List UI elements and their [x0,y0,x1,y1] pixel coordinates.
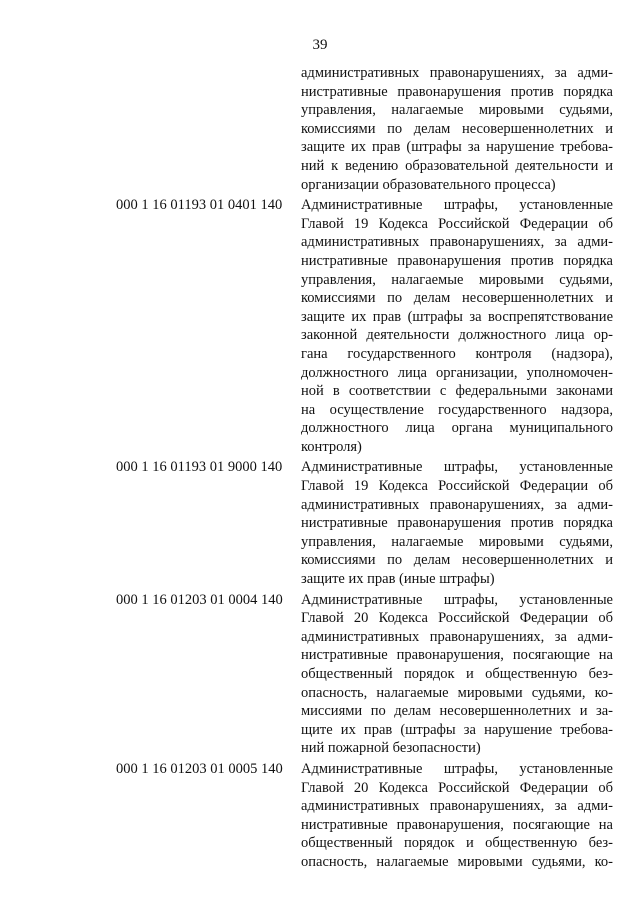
description-line: управления, налагаемые мировыми судьями, [301,533,613,550]
description-line: законной деятельности должностного лица ор- [301,327,613,344]
description-line: опасность, налагаемые мировыми судьями, ко- [301,684,613,701]
description-line: должностного лица органа муниципального [301,420,613,437]
description-line: ной в соответствии с федеральными законами [301,383,613,400]
entry-row [0,760,640,872]
description-line: общественный порядок и общественную без- [301,666,613,682]
description-line: административных правонарушениях, за адми- [301,234,613,251]
description-line: гана государственного контроля (надзора), [301,345,613,362]
description-line: Административные штрафы, установленные [301,197,613,214]
entry-row [0,458,640,588]
description-line: миссиями по делам несовершеннолетних и за- [301,703,613,720]
description-line: нистративные правонарушения, посягающие на [301,816,613,833]
entry-row [0,64,640,194]
description-line: Главой 20 Кодекса Российской Федерации об [301,610,613,627]
description-line: на осуществление государственного надзора, [301,401,613,418]
description-line: опасность, налагаемые мировыми судьями, ко- [301,853,613,870]
description-line: нистративные правонарушения против порядка [301,83,613,100]
description-line: ний пожарной безопасности) [301,740,481,757]
entries-list [0,64,640,874]
entry-description [301,196,613,456]
description-line: ний к ведению образовательной деятельности и [301,157,613,174]
entry-description [301,458,613,588]
description-line: контроля) [301,438,362,455]
description-line: комиссиями по делам несовершеннолетних и [301,552,613,569]
description-line: административных правонарушениях, за адми- [301,496,613,513]
description-line: защите их прав (штрафы за нарушение требова- [301,139,613,156]
budget-code: 000 1 16 01203 01 0005 140 [116,760,283,777]
description-line: должностного лица организации, уполномочен- [301,364,613,381]
budget-code: 000 1 16 01193 01 0401 140 [116,197,283,214]
description-line: защите их прав (иные штрафы) [301,571,495,588]
description-line: административных правонарушениях, за адми- [301,65,613,81]
description-line: Административные штрафы, установленные [301,760,613,777]
budget-code: 000 1 16 01203 01 0004 140 [116,591,283,608]
description-line: организации образовательного процесса) [301,176,556,193]
entry-description [301,64,613,194]
description-line: нистративные правонарушения против порядка [301,515,613,532]
entry-description [301,760,613,872]
description-line: Главой 19 Кодекса Российской Федерации об [301,215,613,232]
description-line: Административные штрафы, установленные [301,591,613,608]
description-line: комиссиями по делам несовершеннолетних и [301,290,613,307]
entry-description [301,591,613,758]
description-line: общественный порядок и общественную без- [301,835,613,852]
description-line: управления, налагаемые мировыми судьями, [301,271,613,288]
entry-row [0,196,640,456]
description-line: нистративные правонарушения против порядка [301,252,613,269]
description-line: управления, налагаемые мировыми судьями, [301,102,613,119]
entry-row [0,591,640,758]
description-line: Административные штрафы, установленные [301,459,613,476]
description-line: нистративные правонарушения, посягающие на [301,647,613,664]
page-number: 39 [312,37,328,53]
description-line: Главой 19 Кодекса Российской Федерации об [301,478,613,495]
budget-code: 000 1 16 01193 01 9000 140 [116,459,283,476]
description-line: комиссиями по делам несовершеннолетних и [301,120,613,137]
description-line: щите их прав (штрафы за нарушение требова- [301,721,613,738]
description-line: административных правонарушениях, за адми- [301,628,613,645]
description-line: административных правонарушениях, за адми- [301,798,613,815]
description-line: защите их прав (штрафы за воспрепятствование [301,308,613,325]
description-line: Главой 20 Кодекса Российской Федерации об [301,779,613,796]
